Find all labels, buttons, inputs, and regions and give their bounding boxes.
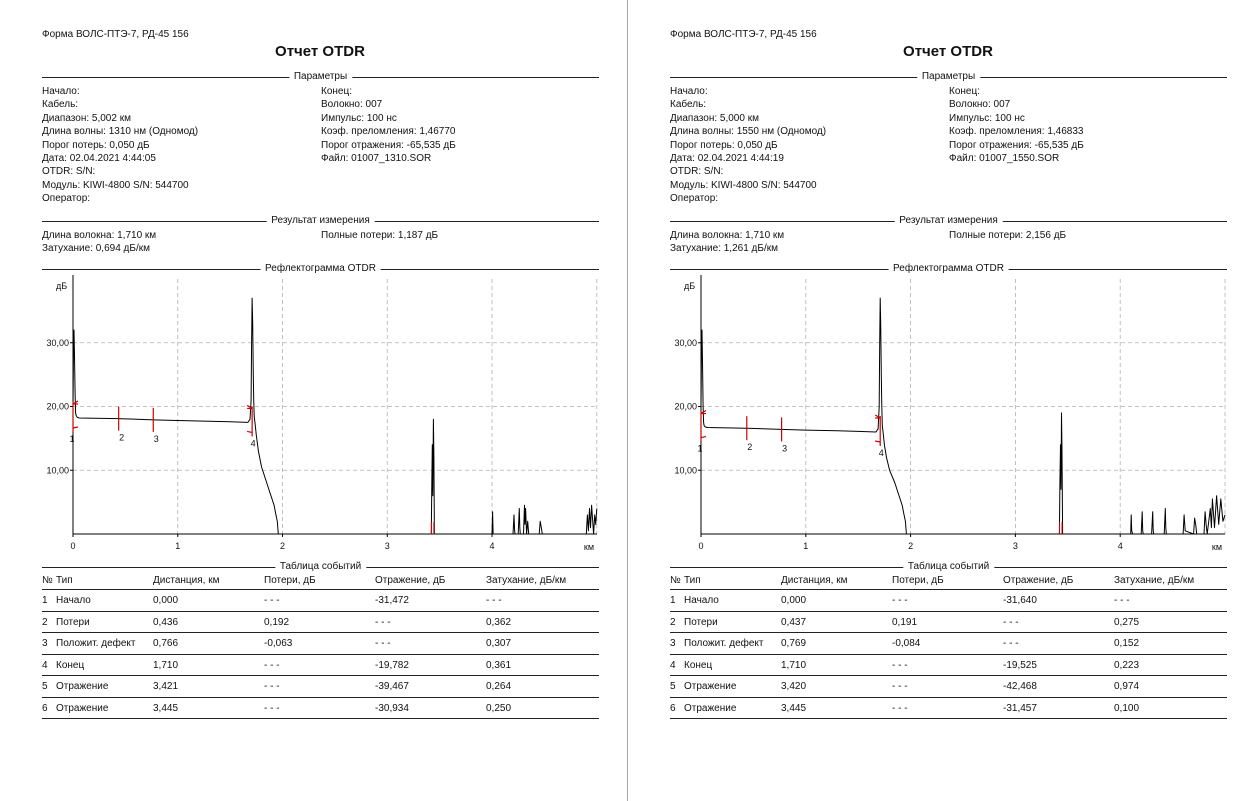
table-cell: Начало bbox=[56, 595, 91, 606]
form-code: Форма ВОЛС-ПТЭ-7, РД-45 156 bbox=[42, 29, 189, 40]
table-cell: Отражение bbox=[56, 702, 109, 714]
table-cell: 0,437 bbox=[781, 616, 807, 628]
y-tick-label: 30,00 bbox=[46, 337, 69, 348]
x-tick-label: 4 bbox=[1117, 541, 1123, 551]
table-cell: 0,250 bbox=[486, 702, 512, 714]
param-line: Порог потерь: 0,050 дБ bbox=[670, 139, 778, 151]
table-cell: Отражение bbox=[684, 681, 737, 692]
param-line: Диапазон: 5,000 км bbox=[670, 112, 759, 124]
param-line: Кабель: bbox=[42, 99, 79, 111]
result-right-column bbox=[321, 229, 438, 242]
section-title: Таблица событий bbox=[275, 561, 366, 573]
table-cell: Потери bbox=[684, 616, 718, 628]
table-cell: Отражение bbox=[56, 681, 109, 692]
event-label: 1 bbox=[69, 433, 75, 444]
param-line: Длина волны: 1310 нм (Одномод) bbox=[42, 126, 199, 138]
event-arrow bbox=[701, 437, 706, 438]
table-row[interactable] bbox=[670, 633, 1227, 655]
table-row[interactable] bbox=[670, 590, 1227, 612]
column-header: Дистанция, км bbox=[781, 575, 848, 586]
table-cell: 0,152 bbox=[1114, 638, 1140, 649]
table-cell: - - - bbox=[375, 638, 391, 649]
param-line: Длина волокна: 1,710 км bbox=[42, 230, 157, 241]
column-header: Затухание, дБ/км bbox=[486, 575, 567, 586]
report-page-right bbox=[628, 0, 1255, 801]
table-cell: 1 bbox=[42, 595, 48, 606]
events-section-header bbox=[670, 561, 1227, 573]
event-arrow bbox=[875, 441, 880, 442]
table-cell: 0,223 bbox=[1114, 659, 1140, 671]
table-cell: 0,307 bbox=[486, 638, 512, 649]
param-line: Полные потери: 1,187 дБ bbox=[321, 230, 439, 241]
table-cell: - - - bbox=[486, 595, 502, 606]
table-cell: - - - bbox=[892, 595, 908, 606]
param-line: Порог отражения: -65,535 дБ bbox=[949, 139, 1084, 151]
event-label: 2 bbox=[119, 432, 125, 443]
result-section-header bbox=[670, 215, 1227, 227]
y-tick-label: 30,00 bbox=[674, 337, 697, 348]
table-cell: - - - bbox=[1114, 595, 1130, 606]
events-section-header bbox=[42, 561, 599, 573]
params-left-column bbox=[42, 85, 198, 206]
section-title: Рефлектограмма OTDR bbox=[888, 263, 1009, 275]
table-cell: - - - bbox=[264, 595, 280, 606]
table-cell: - - - bbox=[892, 702, 908, 714]
event-label: 2 bbox=[747, 442, 753, 453]
param-line: Коэф. преломления: 1,46770 bbox=[321, 126, 456, 138]
section-title: Таблица событий bbox=[903, 561, 994, 573]
table-cell: -31,472 bbox=[375, 595, 409, 606]
param-line: Порог отражения: -65,535 дБ bbox=[321, 139, 456, 151]
table-cell: Конец bbox=[56, 659, 85, 671]
param-line: Затухание: 0,694 дБ/км bbox=[42, 243, 150, 255]
y-tick-label: 10,00 bbox=[46, 465, 69, 476]
table-cell: 0,000 bbox=[781, 595, 807, 606]
events-table bbox=[42, 575, 599, 719]
param-line: Волокно: 007 bbox=[949, 99, 1011, 111]
table-cell: Положит. дефект bbox=[684, 638, 764, 649]
event-label: 4 bbox=[250, 438, 256, 449]
table-cell: 0,192 bbox=[264, 616, 290, 628]
result-left-column bbox=[42, 229, 156, 256]
param-line: Конец: bbox=[321, 86, 352, 97]
table-cell: Начало bbox=[684, 595, 719, 606]
table-cell: -31,457 bbox=[1003, 702, 1037, 714]
table-cell: - - - bbox=[264, 702, 280, 714]
y-tick-label: 20,00 bbox=[46, 401, 69, 412]
otdr-trace-chart bbox=[40, 272, 610, 557]
table-cell: -19,525 bbox=[1003, 659, 1037, 671]
param-line: Начало: bbox=[42, 86, 80, 97]
table-cell: -39,467 bbox=[375, 681, 409, 692]
param-line: Оператор: bbox=[670, 193, 719, 205]
table-row[interactable] bbox=[42, 676, 599, 698]
params-left-column bbox=[670, 85, 826, 206]
table-cell: 6 bbox=[42, 702, 48, 714]
table-cell: 0,361 bbox=[486, 659, 512, 671]
table-row[interactable] bbox=[670, 655, 1227, 677]
table-cell: 1,710 bbox=[153, 659, 179, 671]
table-cell: 3,420 bbox=[781, 681, 807, 692]
param-line: Длина волокна: 1,710 км bbox=[670, 230, 785, 241]
event-label: 3 bbox=[782, 443, 788, 454]
table-cell: 0,264 bbox=[486, 681, 512, 692]
table-cell: - - - bbox=[892, 659, 908, 671]
events-table-header bbox=[670, 575, 1227, 590]
table-row[interactable] bbox=[42, 590, 599, 612]
table-cell: 0,974 bbox=[1114, 681, 1140, 692]
x-tick-label: 2 bbox=[908, 541, 914, 551]
table-cell: -19,782 bbox=[375, 659, 409, 671]
y-axis-unit: дБ bbox=[684, 281, 696, 291]
table-cell: - - - bbox=[1003, 616, 1019, 628]
table-cell: 6 bbox=[670, 702, 676, 714]
param-line: Файл: 01007_1310.SOR bbox=[321, 153, 432, 165]
params-right-column bbox=[321, 85, 456, 165]
table-cell: -31,640 bbox=[1003, 595, 1037, 606]
table-cell: Потери bbox=[56, 616, 90, 628]
table-cell: 4 bbox=[42, 659, 48, 671]
table-row[interactable] bbox=[42, 633, 599, 655]
table-cell: - - - bbox=[1003, 638, 1019, 649]
table-cell: 2 bbox=[42, 616, 48, 628]
table-cell: Отражение bbox=[684, 702, 737, 714]
result-left-column bbox=[670, 229, 784, 256]
table-cell: - - - bbox=[264, 681, 280, 692]
column-header: № bbox=[42, 575, 53, 586]
event-label: 1 bbox=[697, 443, 703, 454]
event-label: 3 bbox=[153, 433, 159, 444]
column-header: Отражение, дБ bbox=[375, 575, 446, 586]
param-line: OTDR: S/N: bbox=[42, 166, 96, 178]
table-cell: 0,275 bbox=[1114, 616, 1140, 628]
param-line: Импульс: 100 нс bbox=[949, 112, 1025, 124]
column-header: № bbox=[670, 575, 681, 586]
events-table bbox=[670, 575, 1227, 719]
x-tick-label: 0 bbox=[70, 541, 76, 551]
section-title: Рефлектограмма OTDR bbox=[260, 263, 381, 275]
param-line: Модуль: KIWI-4800 S/N: 544700 bbox=[42, 179, 189, 191]
x-tick-label: 1 bbox=[803, 541, 809, 551]
param-line: Коэф. преломления: 1,46833 bbox=[949, 126, 1084, 138]
table-cell: 3,445 bbox=[781, 702, 807, 714]
table-cell: 0,362 bbox=[486, 616, 512, 628]
table-cell: 1,710 bbox=[781, 659, 807, 671]
events-table-header bbox=[42, 575, 599, 590]
table-cell: 3,421 bbox=[153, 681, 179, 692]
section-title: Параметры bbox=[289, 71, 352, 83]
report-title: Отчет OTDR bbox=[275, 43, 365, 60]
params-right-column bbox=[949, 85, 1084, 165]
column-header: Потери, дБ bbox=[264, 575, 316, 586]
param-line: Диапазон: 5,002 км bbox=[42, 112, 131, 124]
table-row[interactable] bbox=[670, 676, 1227, 698]
table-cell: 1 bbox=[670, 595, 676, 606]
section-title: Результат измерения bbox=[266, 215, 375, 227]
column-header: Затухание, дБ/км bbox=[1114, 575, 1195, 586]
x-tick-label: 3 bbox=[1012, 541, 1018, 551]
table-cell: 3,445 bbox=[153, 702, 179, 714]
param-line: Модуль: KIWI-4800 S/N: 544700 bbox=[670, 179, 817, 191]
x-axis-unit: км bbox=[1211, 542, 1222, 552]
table-row[interactable] bbox=[42, 655, 599, 677]
y-tick-label: 10,00 bbox=[674, 465, 697, 476]
table-row[interactable] bbox=[670, 698, 1227, 720]
params-section-header bbox=[42, 71, 599, 83]
x-tick-label: 0 bbox=[698, 541, 704, 551]
table-cell: 3 bbox=[42, 638, 48, 649]
table-cell: 5 bbox=[42, 681, 48, 692]
table-cell: 0,100 bbox=[1114, 702, 1140, 714]
param-line: Кабель: bbox=[670, 99, 707, 111]
otdr-trace-chart bbox=[668, 272, 1238, 557]
param-line: Дата: 02.04.2021 4:44:19 bbox=[670, 153, 784, 165]
column-header: Дистанция, км bbox=[153, 575, 220, 586]
param-line: Полные потери: 2,156 дБ bbox=[949, 230, 1067, 241]
table-cell: 0,436 bbox=[153, 616, 179, 628]
table-cell: 3 bbox=[670, 638, 676, 649]
param-line: Порог потерь: 0,050 дБ bbox=[42, 139, 150, 151]
section-title: Результат измерения bbox=[894, 215, 1003, 227]
event-arrow bbox=[73, 427, 78, 428]
table-cell: 0,766 bbox=[153, 638, 179, 649]
event-arrow bbox=[247, 431, 252, 432]
column-header: Тип bbox=[684, 575, 701, 586]
y-axis-unit: дБ bbox=[56, 281, 68, 291]
table-cell: Конец bbox=[684, 659, 713, 671]
table-cell: 0,191 bbox=[892, 616, 918, 628]
event-arrow bbox=[875, 415, 880, 418]
result-right-column bbox=[949, 229, 1066, 242]
table-row[interactable] bbox=[42, 612, 599, 634]
param-line: Конец: bbox=[949, 86, 980, 97]
param-line: Импульс: 100 нс bbox=[321, 112, 397, 124]
params-section-header bbox=[670, 71, 1227, 83]
table-cell: 0,769 bbox=[781, 638, 807, 649]
x-tick-label: 1 bbox=[175, 541, 181, 551]
event-label: 4 bbox=[878, 448, 884, 458]
table-cell: -0,084 bbox=[892, 638, 921, 649]
x-tick-label: 4 bbox=[489, 541, 495, 551]
form-code: Форма ВОЛС-ПТЭ-7, РД-45 156 bbox=[670, 29, 817, 40]
table-cell: - - - bbox=[375, 616, 391, 628]
column-header: Тип bbox=[56, 575, 73, 586]
table-row[interactable] bbox=[670, 612, 1227, 634]
table-cell: - - - bbox=[264, 659, 280, 671]
param-line: Оператор: bbox=[42, 193, 91, 205]
event-arrow bbox=[247, 405, 252, 408]
trace-line bbox=[73, 298, 597, 534]
column-header: Потери, дБ bbox=[892, 575, 944, 586]
param-line: Начало: bbox=[670, 86, 708, 97]
table-cell: -30,934 bbox=[375, 702, 409, 714]
table-cell: 4 bbox=[670, 659, 676, 671]
section-title: Параметры bbox=[917, 71, 980, 83]
table-cell: -42,468 bbox=[1003, 681, 1037, 692]
table-cell: -0,063 bbox=[264, 638, 293, 649]
trace-line bbox=[701, 298, 1225, 534]
result-section-header bbox=[42, 215, 599, 227]
table-cell: 0,000 bbox=[153, 595, 179, 606]
x-tick-label: 2 bbox=[280, 541, 286, 551]
table-cell: 2 bbox=[670, 616, 676, 628]
param-line: Дата: 02.04.2021 4:44:05 bbox=[42, 153, 156, 165]
x-axis-unit: км bbox=[583, 542, 594, 552]
x-tick-label: 3 bbox=[384, 541, 390, 551]
param-line: Файл: 01007_1550.SOR bbox=[949, 153, 1060, 165]
report-title: Отчет OTDR bbox=[903, 43, 993, 60]
table-cell: - - - bbox=[892, 681, 908, 692]
table-cell: 5 bbox=[670, 681, 676, 692]
param-line: OTDR: S/N: bbox=[670, 166, 724, 178]
table-row[interactable] bbox=[42, 698, 599, 720]
report-page-left bbox=[0, 0, 627, 801]
param-line: Длина волны: 1550 нм (Одномод) bbox=[670, 126, 827, 138]
param-line: Затухание: 1,261 дБ/км bbox=[670, 243, 778, 255]
table-cell: Положит. дефект bbox=[56, 638, 136, 649]
param-line: Волокно: 007 bbox=[321, 99, 383, 111]
y-tick-label: 20,00 bbox=[674, 401, 697, 412]
column-header: Отражение, дБ bbox=[1003, 575, 1074, 586]
